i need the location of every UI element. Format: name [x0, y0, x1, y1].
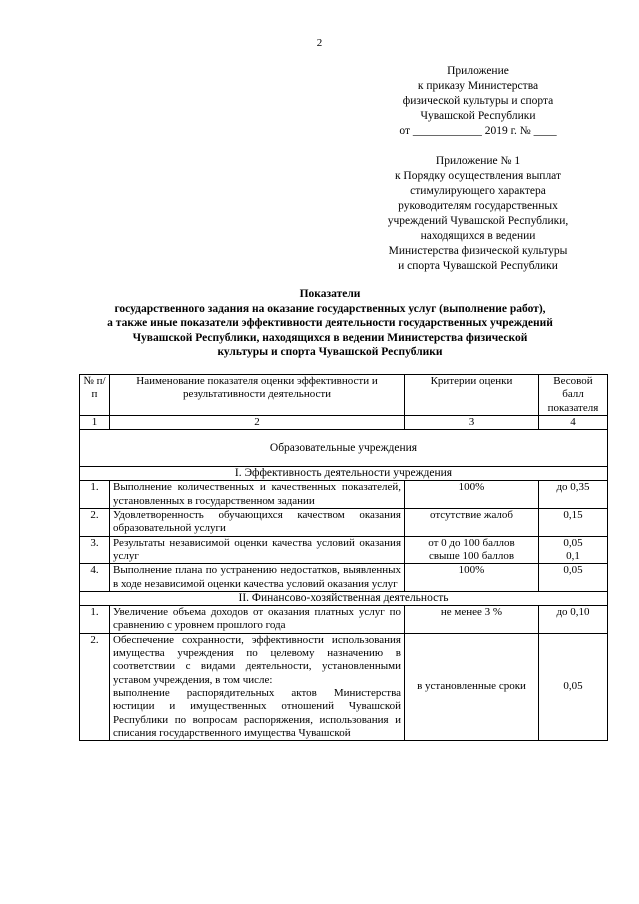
row-indicator: Выполнение плана по устранению недостатков, выявленных в ходе независимой оценки качества условий оказания услуг: [110, 564, 405, 592]
weight-line: 0,05: [563, 536, 583, 549]
document-title: [60, 287, 600, 360]
weight-line: 0,1: [566, 549, 580, 562]
table-row: [80, 481, 608, 509]
row-criteria: [405, 536, 539, 564]
row-indicator: Выполнение количественных и качественных показателей, установленных в государственном задании: [110, 481, 405, 509]
table-header-row: [80, 375, 608, 416]
column-number: 4: [539, 415, 608, 429]
row-criteria: в установленные сроки: [405, 633, 539, 740]
table-row: [80, 633, 608, 740]
row-indicator: Результаты независимой оценки качества условий оказания услуг: [110, 536, 405, 564]
table-row: [80, 564, 608, 592]
appendix-one-line: Министерства физической культуры: [388, 245, 568, 257]
header-weight: Весовой балл показателя: [539, 375, 608, 416]
indicator-part: выполнение распорядительных актов Министерства юстиции и имущественных отношений Чувашской Республики по вопросам распоряжения, использования и списания государственного имущества Чувашской: [113, 686, 401, 739]
appendix-main-line: к приказу Министерства: [417, 80, 539, 92]
row-num: 1.: [80, 606, 110, 634]
group-title: Образовательные учреждения: [80, 430, 608, 467]
row-weight: до 0,10: [539, 606, 608, 634]
section1-title: I. Эффективность деятельности учреждения: [80, 467, 608, 481]
indicators-table: [79, 374, 608, 741]
header-name: Наименование показателя оценки эффективности и результативности деятельности: [110, 375, 405, 416]
section-row: [80, 467, 608, 481]
appendix-one-line: к Порядку осуществления выплат: [394, 170, 562, 182]
appendix-main-line: Приложение: [447, 65, 509, 77]
appendix-one-line: стимулирующего характера: [410, 185, 546, 197]
row-weight: [539, 536, 608, 564]
appendix-main-line: Чувашской Республики: [420, 110, 536, 122]
table-row: [80, 536, 608, 564]
row-num: 3.: [80, 536, 110, 564]
appendix-main-line: физической культуры и спорта: [402, 95, 554, 107]
appendix-one-line: учреждений Чувашской Республики,: [387, 215, 569, 227]
header-num: № п/п: [80, 375, 110, 416]
title-line: государственного задания на оказание государственных услуг (выполнение работ),: [114, 302, 546, 315]
group-row: [80, 430, 608, 467]
appendix-one-block: [360, 154, 596, 274]
appendix-main-block: [360, 64, 596, 139]
row-weight: 0,05: [539, 564, 608, 592]
appendix-one-line: руководителям государственных: [398, 200, 558, 212]
row-criteria: отсутствие жалоб: [405, 509, 539, 537]
table-row: [80, 606, 608, 634]
title-line: а также иные показатели эффективности деятельности государственных учреждений: [107, 317, 553, 329]
appendix-one-line: находящихся в ведении: [420, 230, 536, 242]
page-number: 2: [316, 37, 323, 49]
table-row: [80, 509, 608, 537]
section2-title: II. Финансово-хозяйственная деятельность: [80, 591, 608, 605]
row-indicator: Удовлетворенность обучающихся качеством оказания образовательной услуги: [110, 509, 405, 537]
criteria-line: свыше 100 баллов: [428, 549, 515, 562]
indicator-part: Обеспечение сохранности, эффективности использования имущества учреждения по целевому назначению в соответствии с видами деятельности, установленными уставом учреждения, в том числе:: [113, 633, 401, 686]
row-weight: 0,15: [539, 509, 608, 537]
title-line: Показатели: [299, 288, 361, 300]
row-weight: до 0,35: [539, 481, 608, 509]
row-indicator: Увеличение объема доходов от оказания платных услуг по сравнению с уровнем прошлого года: [110, 606, 405, 634]
row-criteria: не менее 3 %: [405, 606, 539, 634]
column-number: 2: [110, 415, 405, 429]
appendix-main-line: от ____________ 2019 г. № ____: [399, 125, 557, 137]
column-numbers-row: [80, 415, 608, 429]
section-row: [80, 591, 608, 605]
title-line: культуры и спорта Чувашской Республики: [217, 346, 443, 358]
appendix-one-line: и спорта Чувашской Республики: [398, 260, 558, 272]
row-criteria: 100%: [405, 481, 539, 509]
appendix-one-line: Приложение № 1: [435, 155, 521, 167]
header-criteria: Критерии оценки: [405, 375, 539, 416]
row-num: 4.: [80, 564, 110, 592]
column-number: 3: [405, 415, 539, 429]
column-number: 1: [80, 415, 110, 429]
row-num: 1.: [80, 481, 110, 509]
row-indicator: [110, 633, 405, 740]
criteria-line: от 0 до 100 баллов: [428, 536, 515, 549]
row-num: 2.: [80, 509, 110, 537]
row-criteria: 100%: [405, 564, 539, 592]
title-line: Чувашской Республики, находящихся в ведении Министерства физической: [132, 331, 528, 344]
row-num: 2.: [80, 633, 110, 740]
row-weight: 0,05: [539, 633, 608, 740]
